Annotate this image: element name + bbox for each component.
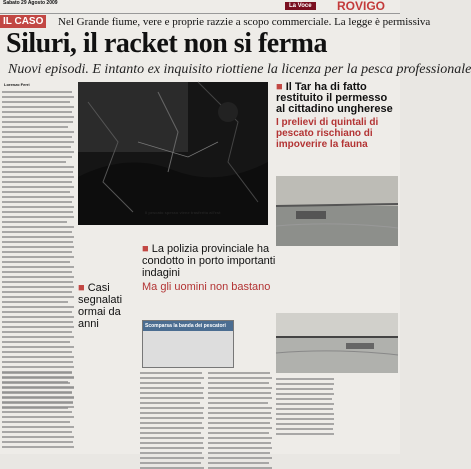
casi-box <box>78 282 142 330</box>
polizia-headline: La polizia provinciale ha condotto in porto importanti indagini <box>142 243 276 279</box>
article-column-1-bottom <box>2 372 76 452</box>
article-column-5 <box>276 378 398 458</box>
casi-text: Casi segnalati ormai da anni <box>78 282 123 330</box>
sidebar-tar <box>276 82 398 172</box>
page-header <box>0 0 400 14</box>
article-text <box>208 372 274 469</box>
main-photo <box>78 82 268 225</box>
polizia-sub: Ma gli uomini non bastano <box>142 281 271 293</box>
clip-title: Scomparsa la banda dei pescatori <box>143 321 233 331</box>
polizia-headline-row <box>142 243 276 279</box>
article-text <box>276 378 398 435</box>
subheadline: Nuovi episodi. E intanto ex inquisito riottiene la licenza per la pesca professionale <box>8 62 471 77</box>
issue-date: Sabato 29 Agosto 2009 <box>3 0 58 6</box>
article-clip <box>142 320 234 368</box>
section-name: ROVIGO <box>337 0 386 13</box>
kicker-row <box>0 15 431 29</box>
sidebar-dek: I prelievi di quintali di pescato rischiano di impoverire la fauna <box>276 117 379 150</box>
square-icon: ■ <box>78 282 85 294</box>
kicker-text: Nel Grande fiume, vere e proprie razzie a scopo commerciale. La legge è permissiva <box>58 16 431 28</box>
kicker-label: IL CASO <box>0 15 46 28</box>
sidebar-headline: ■ Il Tar ha di fatto restituito il permesso al cittadino ungherese <box>276 82 398 115</box>
river-photo-1-image <box>276 176 398 246</box>
river-photo-1 <box>276 176 398 246</box>
river-photo-2 <box>276 313 398 373</box>
article-text <box>140 372 206 469</box>
newspaper-brand: La Voce <box>285 2 316 10</box>
sidebar-polizia <box>142 243 276 293</box>
photo-caption: Il pescato spesso viene trasferito all'est <box>145 210 221 215</box>
byline: Lorenzo Ferri <box>4 82 30 87</box>
main-headline: Siluri, il racket non si ferma <box>6 28 327 59</box>
article-column-4 <box>208 372 274 452</box>
article-column-3 <box>140 372 206 452</box>
sidebar-casi <box>78 282 142 330</box>
river-photo-2-image <box>276 313 398 373</box>
square-icon: ■ <box>142 243 149 255</box>
riverbank-photo <box>78 82 268 225</box>
article-text <box>2 372 76 409</box>
